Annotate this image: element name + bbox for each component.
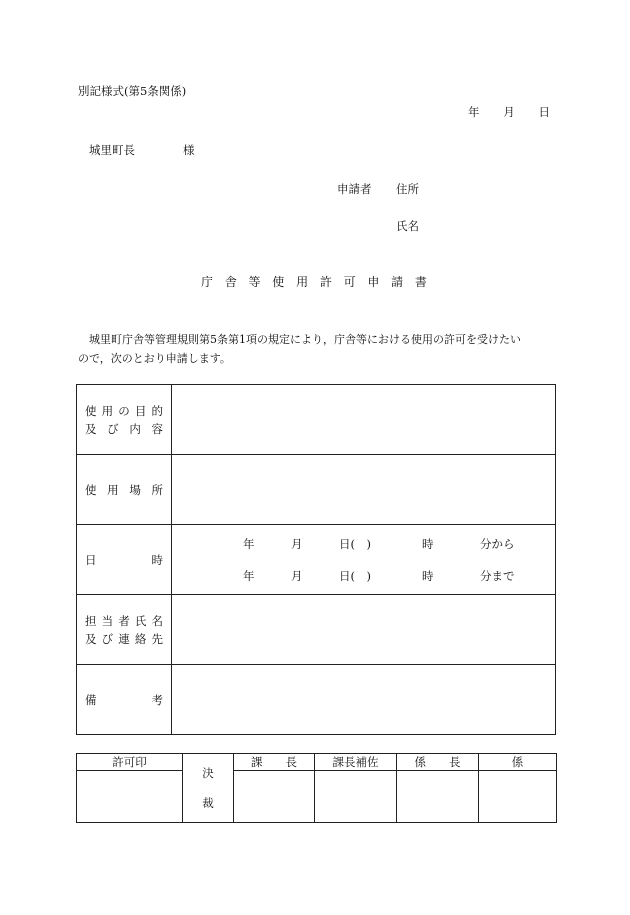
date-day: 日 xyxy=(538,105,550,119)
label-char: 用 xyxy=(107,482,119,497)
date-year: 年 xyxy=(468,105,480,119)
applicant-label: 申請者 xyxy=(337,182,372,196)
contact-row xyxy=(77,595,556,665)
title-char: 申 xyxy=(367,275,380,289)
date-month: 月 xyxy=(503,105,515,119)
label-char: 名 xyxy=(151,613,163,628)
purpose-label xyxy=(77,385,172,455)
section-chief-seal-cell[interactable] xyxy=(234,771,315,823)
place-row xyxy=(77,455,556,525)
deputy-chief-header: 課長補佐 xyxy=(315,754,397,771)
approval-stamp-table xyxy=(76,753,557,823)
label-char: 先 xyxy=(151,631,163,646)
remarks-field[interactable] xyxy=(172,665,556,735)
label-char: び xyxy=(107,421,119,436)
label-char: 内 xyxy=(129,421,141,436)
label-char: 備 xyxy=(85,692,97,707)
label-char: 用 xyxy=(101,403,114,418)
addressee-honorific: 様 xyxy=(183,143,195,157)
date-line xyxy=(468,104,550,120)
title-char: 等 xyxy=(248,275,261,289)
title-char: 可 xyxy=(343,275,356,289)
section-chief-header: 課 長 xyxy=(234,754,315,771)
label-char: 及 xyxy=(85,631,97,646)
end-hour: 時 xyxy=(422,568,434,583)
label-char: 者 xyxy=(118,613,130,628)
title-char: 書 xyxy=(414,275,427,289)
label-char: 使 xyxy=(85,482,97,497)
datetime-end xyxy=(172,568,555,584)
label-char: 連 xyxy=(118,631,130,646)
applicant-address-label: 住所 xyxy=(396,182,419,196)
label-char: 容 xyxy=(151,421,163,436)
datetime-start xyxy=(172,536,555,552)
application-form-table xyxy=(76,384,556,735)
datetime-field[interactable] xyxy=(172,525,556,595)
label-char: 使 xyxy=(85,403,97,418)
datetime-row xyxy=(77,525,556,595)
document-title xyxy=(201,273,427,290)
label-char: 当 xyxy=(101,613,114,628)
end-minute: 分まで xyxy=(480,568,515,583)
place-field[interactable] xyxy=(172,455,556,525)
body-text-line-1: 城里町庁舎等管理規則第5条第1項の規定により，庁舎等における使用の許可を受けたい xyxy=(89,333,521,346)
purpose-field[interactable] xyxy=(172,385,556,455)
label-char: の xyxy=(118,403,130,418)
deputy-chief-seal-cell[interactable] xyxy=(315,771,397,823)
title-char: 庁 xyxy=(201,275,214,289)
remarks-label xyxy=(77,665,172,735)
decision-char: 決 xyxy=(202,766,214,780)
label-char: 時 xyxy=(151,552,163,567)
staff-seal-cell[interactable] xyxy=(479,771,557,823)
title-char: 使 xyxy=(272,275,285,289)
purpose-row xyxy=(77,385,556,455)
subsection-chief-seal-cell[interactable] xyxy=(397,771,479,823)
form-label: 別記様式(第5条関係) xyxy=(78,84,187,98)
decision-cell xyxy=(183,754,234,823)
start-month: 月 xyxy=(291,536,303,551)
label-char: 的 xyxy=(151,403,163,418)
body-text-line-2: ので，次のとおり申請します。 xyxy=(78,352,231,365)
decision-char: 裁 xyxy=(202,796,214,810)
start-hour: 時 xyxy=(422,536,434,551)
label-char: 目 xyxy=(134,403,147,418)
label-char: 考 xyxy=(151,692,163,707)
permit-stamp-cell[interactable] xyxy=(77,771,183,823)
label-char: 及 xyxy=(85,421,97,436)
end-year: 年 xyxy=(243,568,255,583)
remarks-row xyxy=(77,665,556,735)
label-char: 氏 xyxy=(134,613,147,628)
applicant-name-label: 氏名 xyxy=(396,219,419,233)
subsection-chief-header: 係 長 xyxy=(397,754,479,771)
label-char: 場 xyxy=(129,482,141,497)
label-char: 日 xyxy=(85,552,97,567)
approval-seal-row xyxy=(77,771,557,823)
addressee-name: 城里町長 xyxy=(89,143,135,157)
title-char: 用 xyxy=(296,275,309,289)
label-char: 所 xyxy=(151,482,163,497)
datetime-label xyxy=(77,525,172,595)
start-year: 年 xyxy=(243,536,255,551)
title-char: 舎 xyxy=(224,275,237,289)
start-day: 日( ) xyxy=(339,536,371,551)
title-char: 許 xyxy=(319,275,332,289)
title-char: 請 xyxy=(391,275,404,289)
place-label xyxy=(77,455,172,525)
label-char: び xyxy=(101,631,114,646)
label-char: 絡 xyxy=(134,631,147,646)
start-minute: 分から xyxy=(480,536,515,551)
staff-header: 係 xyxy=(479,754,557,771)
contact-label xyxy=(77,595,172,665)
permit-stamp-header: 許可印 xyxy=(77,754,183,771)
end-month: 月 xyxy=(291,568,303,583)
contact-field[interactable] xyxy=(172,595,556,665)
approval-header-row xyxy=(77,754,557,771)
label-char: 担 xyxy=(85,613,97,628)
end-day: 日( ) xyxy=(339,568,371,583)
